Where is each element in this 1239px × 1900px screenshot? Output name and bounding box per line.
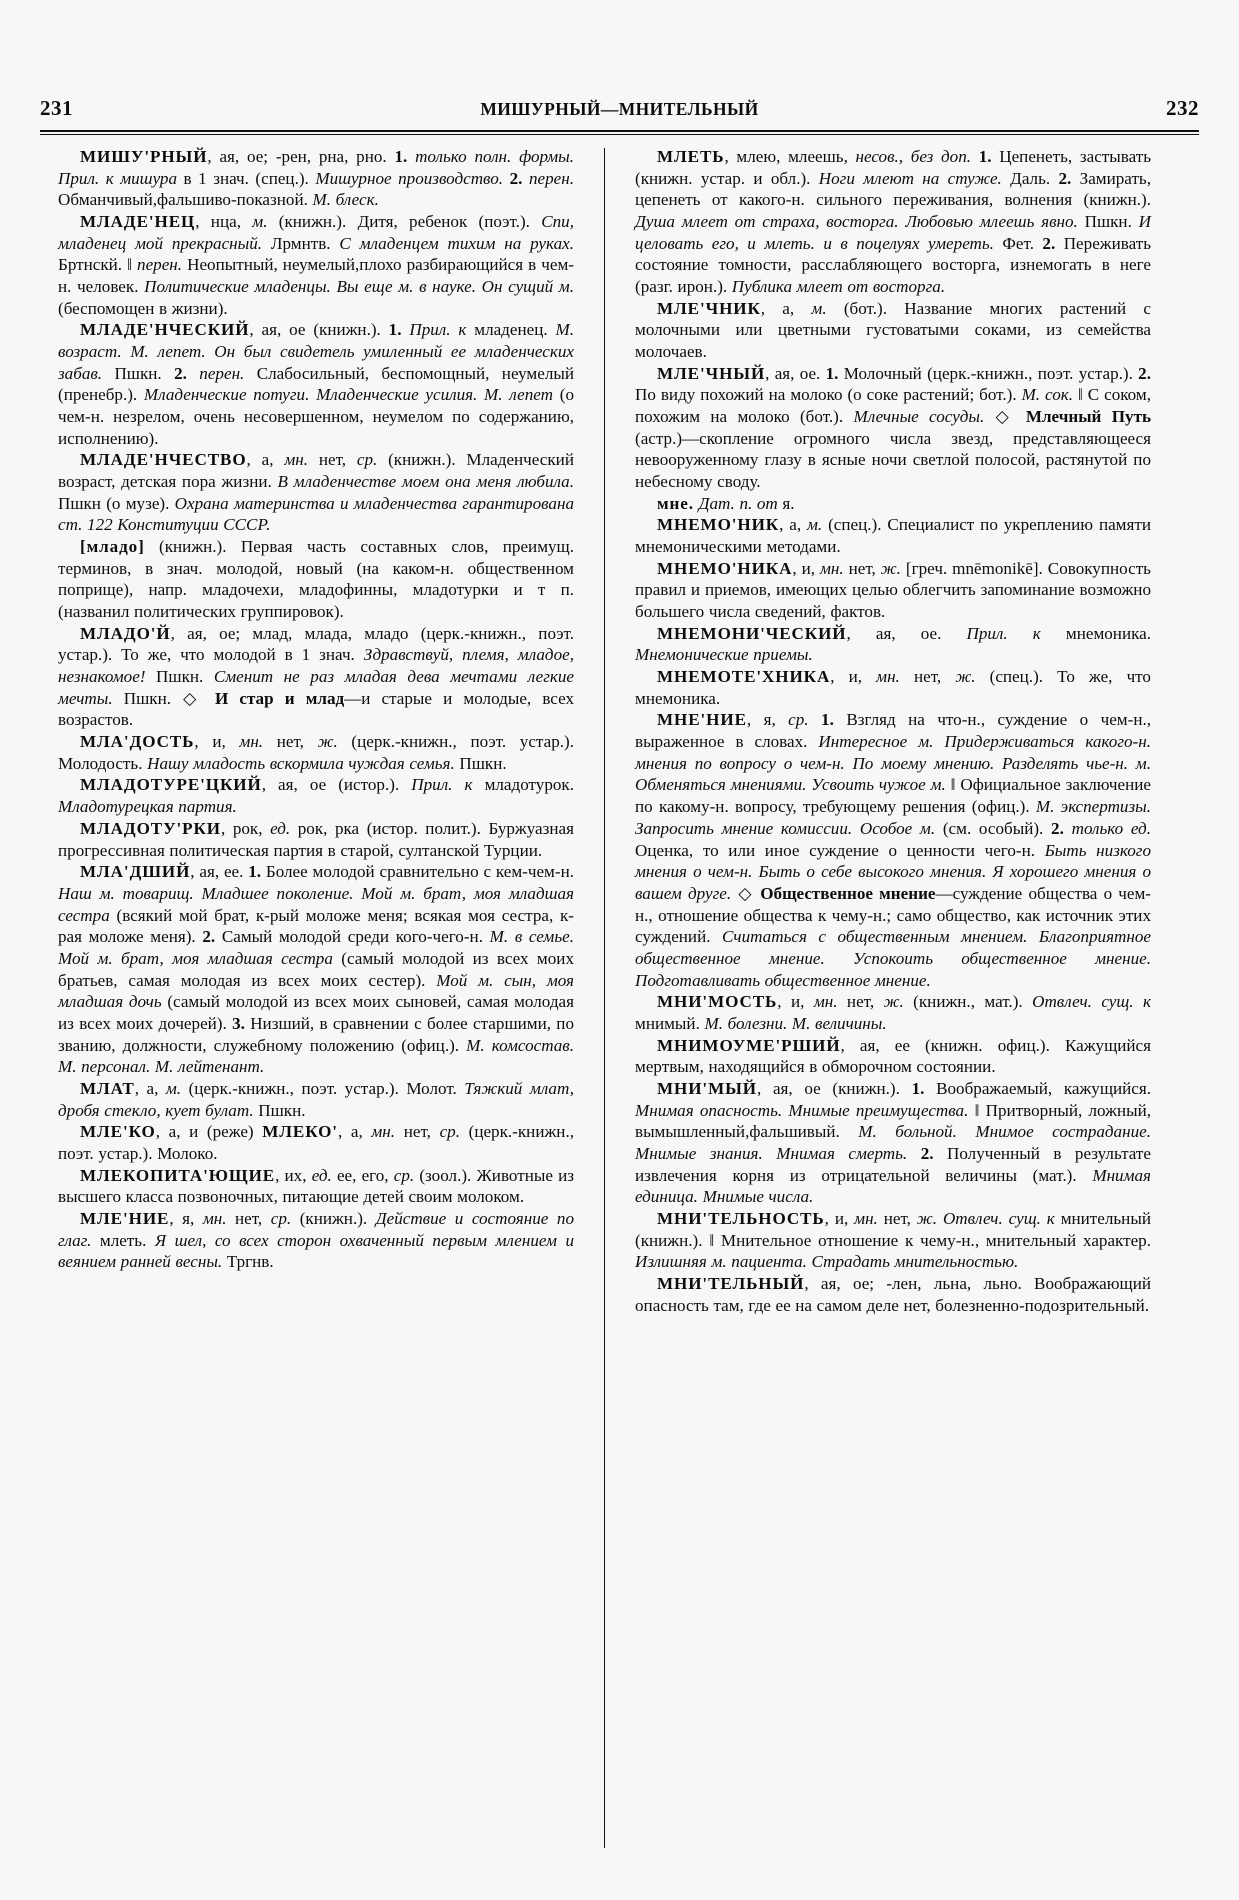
dictionary-entry: МЛЕ'КО, а, и (реже) МЛЕКО', а, мн. нет, ср. (церк.-книжн., поэт. устар.). Молоко. [58,1122,574,1163]
header-rule-thin [40,134,1199,135]
dictionary-entry: МЛАДЕ'НЕЦ, нца, м. (книжн.). Дитя, ребенок (поэт.). Спи, младенец мой прекрасный. Лрмнтв. С младенцем тихим на руках. Бртнскй. ‖ перен. Неопытный, неумелый,плохо разбирающийся в чем-н. человек. Политические младенцы. Вы еще м. в науке. Он сущий м. (беспомощен в жизни). [58,212,575,318]
dictionary-entry: МНЕМОТЕ'ХНИКА, и, мн. нет, ж. (спец.). То же, что мнемоника. [635,667,1151,708]
running-title: МИШУРНЫЙ—МНИТЕЛЬНЫЙ [480,99,759,119]
dictionary-entry: МЛЕ'НИЕ, я, мн. нет, ср. (книжн.). Действие и состояние по глаг. млеть. Я шел, со всех сторон охваченный первым млением и веянием ранней весны. Тргнв. [58,1208,574,1272]
dictionary-entry: МЛАДОТУРЕ'ЦКИЙ, ая, ое (истор.). Прил. к младотурок. Младотурецкая партия. [58,775,574,817]
folio-right: 232 [1165,96,1199,120]
dictionary-entry: МЛЕ'ЧНЫЙ, ая, ое. 1. Молочный (церк.-книжн., поэт. устар.). 2. По виду похожий на молоко (о соке растений; бот.). М. сок. ‖ С соком, похожим на молоко (бот.). Млечные сосуды. ◇ Млечный Путь (астр.)—скопление огромного числа звезд, представляющееся невооруженному глазу в ясные ночи светлой полосой, растянутой по небесному своду. [635,363,1152,492]
dictionary-entry: МЛАДО'Й, ая, ое; млад, млада, младо (церк.-книжн., поэт. устар.). То же, что молодой в 1 знач. Здравствуй, племя, младое, незнакомое! Пшкн. Сменит не раз младая дева мечтами легкие мечты. Пшкн. ◇ И стар и млад—и старые и молодые, всех возрастов. [58,623,574,730]
dictionary-entry: МНИ'МЫЙ, ая, ое (книжн.). 1. Воображаемый, кажущийся. Мнимая опасность. Мнимые преимущества. ‖ Притворный, ложный, вымышленный,фальшивый. М. больной. Мнимое сострадание. Мнимые знания. Мнимая смерть. 2. Полученный в результате извлечения корня из отрицательной величины (мат.). Мнимая единица. Мнимые числа. [635,1078,1152,1207]
dictionary-entry: МНИ'ТЕЛЬНЫЙ, ая, ое; -лен, льна, льно. Воображающий опасность там, где ее на самом деле нет, болезненно-подозрительный. [635,1273,1151,1315]
column-left [58,146,592,1862]
dictionary-entry: МЛЕКОПИТА'ЮЩИЕ, их, ед. ее, его, ср. (зоол.). Животные из высшего класса позвоночных, питающие детей своим молоком. [58,1165,574,1207]
folio-left: 231 [40,96,73,120]
header-rule-thick [40,130,1199,132]
dictionary-entry: МЛЕТЬ, млею, млеешь, несов., без доп. 1. Цепенеть, застывать (книжн. устар. и обл.). Ноги млеют на стуже. Даль. 2. Замирать, цепенеть от какого-н. сильного переживания, волнения (книжн.). Душа млеет от страха, восторга. Любовью млеешь явно. Пшкн. И целовать его, и млеть. и в поцелуях умереть. Фет. 2. Переживать состояние томности, расслабляющего восторга, изнемогать в неге (разг. ирон.). Публика млеет от восторга. [635,147,1151,297]
header-rule [40,130,1199,136]
dictionary-entry: МНЕ'НИЕ, я, ср. 1. Взгляд на что-н., суждение о чем-н., выраженное в словах. Интересное м. Придерживаться какого-н. мнения по вопросу о чем-н. По моему мнению. Разделять чье-н. м. Обменяться мнениями. Усвоить чужое м. ‖ Официальное заключение по какому-н. вопросу, требующему решения (офиц.). М. экспертизы. Запросить мнение комиссии. Особое м. (см. особый). 2. только ед. Оценка, то или иное суждение о ценности чего-н. Быть низкого мнения о чем-н. Быть о себе высокого мнения. Я хорошего мнения о вашем друге. ◇ Общественное мнение—суждение общества о чем-н., отношение общества к чему-н.; само общество, как источник этих суждений. Считаться с общественным мнением. Благоприятное общественное мнение. Успокоить общественное мнение. Подготавливать общественное мнение. [635,710,1152,990]
dictionary-entry: МЛАДОТУ'РКИ, рок, ед. рок, рка (истор. полит.). Буржуазная прогрессивная политическая партия в старой, султанской Турции. [58,818,574,860]
running-head [40,96,1199,122]
dictionary-entry: МНЕМОНИ'ЧЕСКИЙ, ая, ое. Прил. к мнемоника. Мнемонические приемы. [635,623,1152,665]
dictionary-entry: [младо] (книжн.). Первая часть составных слов, преимущ. терминов, в знач. молодой, новый (на каком-н. общественном поприще), напр. младочехи, младофинны, младотурки и т п. (названил политических группировок). [58,537,574,622]
dictionary-entry: МЛЕ'ЧНИК, а, м. (бот.). Название многих растений с молочными или цветными густоватыми соками, из семейства молочаев. [635,298,1151,362]
dictionary-entry: МНИМОУМЕ'РШИЙ, ая, ее (книжн. офиц.). Кажущийся мертвым, находящийся в обморочном состоянии. [635,1035,1151,1077]
dictionary-entry: МИШУ'РНЫЙ, ая, ое; -рен, рна, рно. 1. только полн. формы. Прил. к мишура в 1 знач. (спец.). Мишурное производство. 2. перен. Обманчивый,фальшиво-показной. М. блеск. [58,147,574,210]
dictionary-entry: МЛА'ДОСТЬ, и, мн. нет, ж. (церк.-книжн., поэт. устар.). Молодость. Нашу младость вскормила чуждая семья. Пшкн. [58,732,574,773]
dictionary-entry: МНИ'ТЕЛЬНОСТЬ, и, мн. нет, ж. Отвлеч. сущ. к мнительный (книжн.). ‖ Мнительное отношение к чему-н., мнительный характер. Излишняя м. пациента. Страдать мнительностью. [635,1208,1151,1272]
dictionary-entry: МНЕМО'НИК, а, м. (спец.). Специалист по укреплению памяти мнемоническими методами. [635,515,1151,557]
column-right [605,146,1151,1862]
dictionary-entry: МЛАДЕ'НЧЕСТВО, а, мн. нет, ср. (книжн.). Младенческий возраст, детская пора жизни. В младенчестве моем она меня любила. Пшкн (о музе). Охрана материнства и младенчества гарантирована ст. 122 Конституции СССР. [58,450,574,535]
dictionary-entry: МЛАТ, а, м. (церк.-книжн., поэт. устар.). Молот. Тяжкий млат, дробя стекло, кует булат. Пшкн. [58,1078,575,1120]
dictionary-entry: МНИ'МОСТЬ, и, мн. нет, ж. (книжн., мат.). Отвлеч. сущ. к мнимый. М. болезни. М. величины. [635,992,1151,1033]
dictionary-entry: МЛАДЕ'НЧЕСКИЙ, ая, ое (книжн.). 1. Прил. к младенец. М. возраст. М. лепет. Он был свидетель умиленный ее младенческих забав. Пшкн. 2. перен. Слабосильный, беспомощный, неумелый (пренебр.). Младенческие потуги. Младенческие усилия. М. лепет (о чем-н. незрелом, очень несовершенном, неумелом по содержанию, исполнению). [58,320,575,448]
dictionary-entry: МНЕМО'НИКА, и, мн. нет, ж. [греч. mnēmonikē]. Совокупность правил и приемов, имеющих целью облегчить запоминание возможно большего числа сведений, фактов. [635,558,1151,622]
dictionary-entry: мне. Дат. п. от я. [657,493,795,513]
dictionary-entry: МЛА'ДШИЙ, ая, ее. 1. Более молодой сравнительно с кем-чем-н. Наш м. товарищ. Младшее поколение. Мой м. брат, моя младшая сестра (всякий мой брат, к-рый моложе меня; всякая моя сестра, к-рая моложе меня). 2. Самый молодой среди кого-чего-н. М. в семье. Мой м. брат, моя младшая сестра (самый молодой из всех моих братьев, самая молодая из всех моих сестер). Мой м. сын, моя младшая дочь (самый молодой из всех моих сыновей, самая молодая из всех моих дочерей). 3. Низший, в сравнении с более старшими, по званию, должности, служебному положению (офиц.). М. комсостав. М. персонал. М. лейтенант. [58,862,574,1077]
body-columns [58,146,1187,1862]
